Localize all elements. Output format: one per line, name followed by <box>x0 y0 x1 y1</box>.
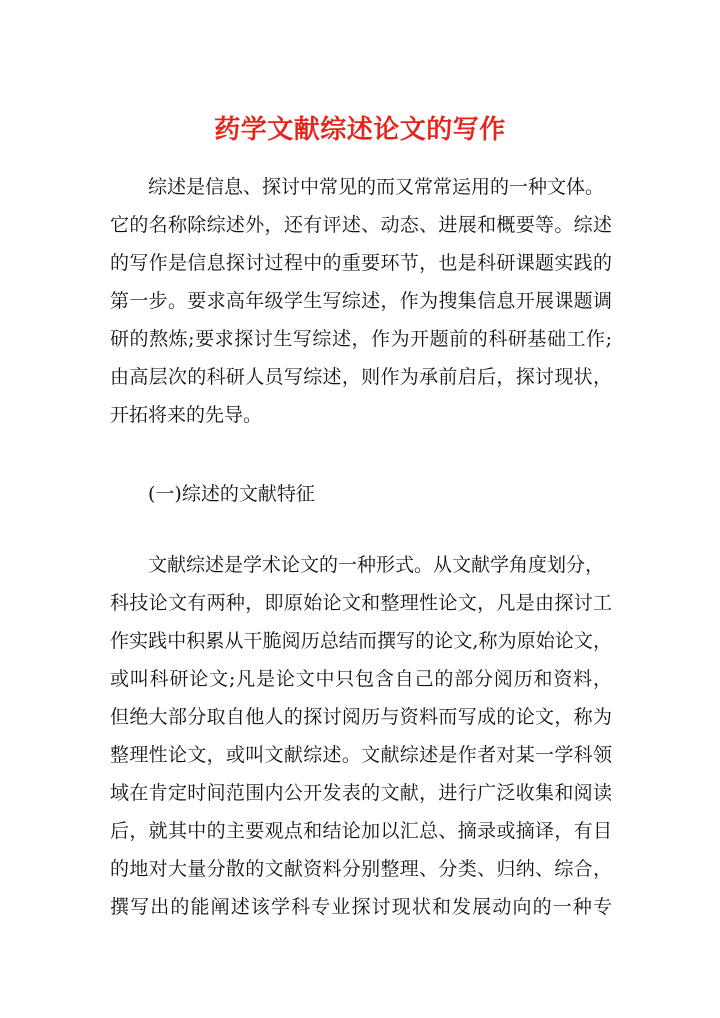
paragraph-line: 的写作是信息探讨过程中的重要环节，也是科研课题实践的 <box>110 252 612 274</box>
paragraph-line: 研的熬炼;要求探讨生写综述，作为开题前的科研基础工作; <box>110 328 612 350</box>
paragraph-line: 作实践中积累从干脆阅历总结而撰写的论文,称为原始论文， <box>110 630 612 652</box>
paragraph-line: 域在肯定时间范围内公开发表的文献，进行广泛收集和阅读 <box>110 782 612 804</box>
section-heading-block <box>110 475 612 513</box>
paragraph-line: 它的名称除综述外，还有评述、动态、进展和概要等。综述 <box>110 214 612 236</box>
paragraph-line: 但绝大部分取自他人的探讨阅历与资料而写成的论文，称为 <box>110 706 612 728</box>
paragraph-line: 综述是信息、探讨中常见的而又常常运用的一种文体。 <box>148 176 605 198</box>
section-heading: (一)综述的文献特征 <box>148 483 315 505</box>
paragraph-line: 第一步。要求高年级学生写综述，作为搜集信息开展课题调 <box>110 290 612 312</box>
paragraph-intro <box>110 168 612 434</box>
paragraph-line: 科技论文有两种，即原始论文和整理性论文，凡是由探讨工 <box>110 592 612 614</box>
paragraph-line: 的地对大量分散的文献资料分别整理、分类、归纳、综合， <box>110 858 612 880</box>
paragraph-line: 撰写出的能阐述该学科专业探讨现状和发展动向的一种专 <box>110 896 612 918</box>
document-title: 药学文献综述论文的写作 <box>214 115 506 145</box>
paragraph-line: 文献综述是学术论文的一种形式。从文献学角度划分， <box>148 554 605 576</box>
paragraph-line: 后，就其中的主要观点和结论加以汇总、摘录或摘译，有目 <box>110 820 612 842</box>
paragraph-literature-features <box>110 546 612 926</box>
paragraph-line: 整理性论文，或叫文献综述。文献综述是作者对某一学科领 <box>110 744 612 766</box>
paragraph-line: 或叫科研论文;凡是论文中只包含自己的部分阅历和资料， <box>110 668 612 690</box>
paragraph-line: 由高层次的科研人员写综述，则作为承前启后，探讨现状， <box>110 366 612 388</box>
paragraph-line: 开拓将来的先导。 <box>110 404 263 426</box>
